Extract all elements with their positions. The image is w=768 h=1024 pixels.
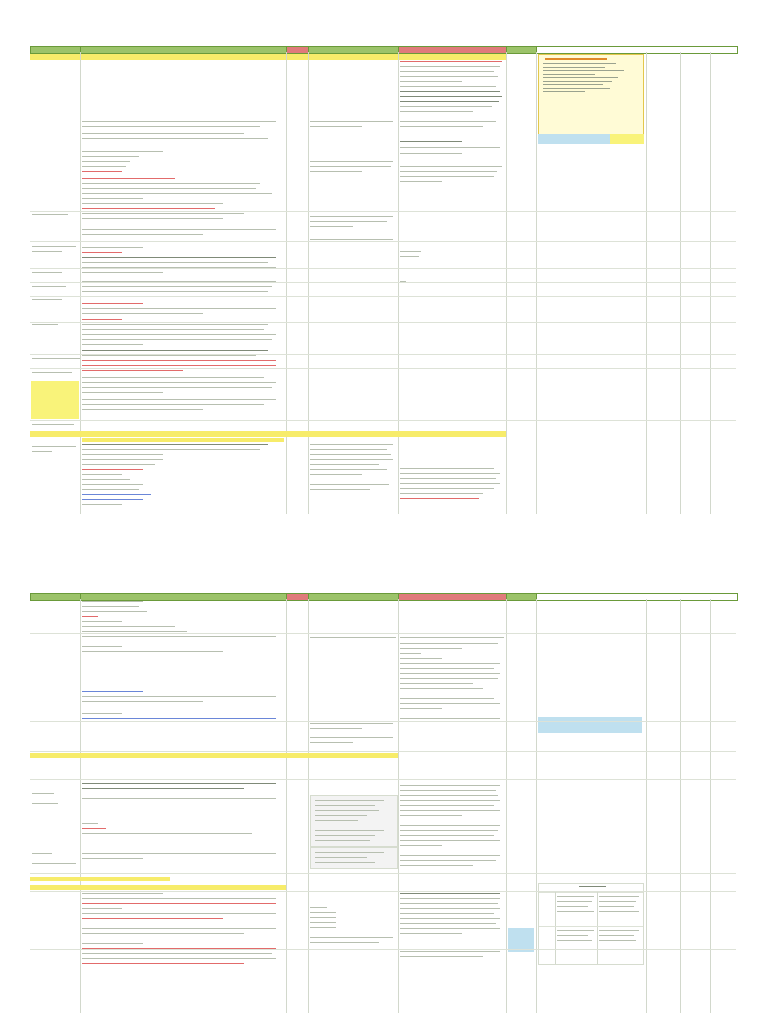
row-label <box>32 214 68 215</box>
embedded-image[interactable] <box>310 847 398 869</box>
section-band-1 <box>30 54 506 60</box>
column-divider <box>536 52 537 514</box>
row-label <box>32 251 62 252</box>
column-header-f[interactable] <box>506 46 538 54</box>
row-label <box>32 803 58 804</box>
column-divider <box>646 599 647 1013</box>
column-divider <box>286 599 287 1013</box>
content-block[interactable] <box>310 723 396 753</box>
overview-note-title <box>545 58 607 60</box>
column-divider <box>536 599 537 1013</box>
row-label <box>32 324 58 325</box>
column-divider <box>398 599 399 1013</box>
column-divider <box>308 599 309 1013</box>
row-label <box>32 372 72 373</box>
row-label <box>32 863 76 864</box>
column-divider <box>80 599 81 1013</box>
column-header-f[interactable] <box>506 593 538 601</box>
link-cell[interactable] <box>538 134 610 144</box>
section-band-4 <box>30 885 286 890</box>
column-header-c[interactable] <box>286 593 310 601</box>
row-label <box>32 272 62 273</box>
column-divider <box>680 599 681 1013</box>
content-block[interactable] <box>82 601 284 721</box>
column-divider <box>80 52 81 514</box>
column-divider <box>286 52 287 514</box>
content-block[interactable] <box>310 907 396 947</box>
content-block[interactable] <box>400 468 504 514</box>
column-divider <box>680 52 681 514</box>
cell-block[interactable] <box>400 61 504 211</box>
column-header-d[interactable] <box>308 46 400 54</box>
column-header-b[interactable] <box>80 46 288 54</box>
section-band-2 <box>30 431 506 437</box>
column-divider <box>710 52 711 514</box>
section-band-3 <box>30 753 398 758</box>
subsection-band <box>30 877 170 881</box>
row-label <box>32 299 62 300</box>
column-divider <box>506 599 507 1013</box>
highlight-cell[interactable] <box>610 134 644 144</box>
column-header-a[interactable] <box>30 46 82 54</box>
row-label <box>32 358 80 359</box>
row-label <box>310 637 396 638</box>
highlight-cell[interactable] <box>31 381 79 419</box>
column-header-e[interactable] <box>398 593 508 601</box>
overview-note[interactable] <box>538 54 644 142</box>
column-header-g[interactable] <box>536 593 738 601</box>
content-block[interactable] <box>82 444 284 514</box>
content-block[interactable] <box>400 893 504 1003</box>
mini-table-title <box>579 886 606 887</box>
row-label <box>32 286 66 287</box>
row-label <box>32 853 52 854</box>
mini-table[interactable] <box>538 883 644 965</box>
content-block[interactable] <box>82 783 284 863</box>
embedded-image[interactable] <box>310 795 398 847</box>
content-block[interactable] <box>400 785 504 875</box>
column-divider <box>506 52 507 514</box>
sheet-page-1 <box>30 46 740 514</box>
content-block[interactable] <box>82 893 284 1003</box>
content-block[interactable] <box>400 251 504 311</box>
subsection-band <box>82 438 284 442</box>
row-label <box>32 246 76 247</box>
column-header-d[interactable] <box>308 593 400 601</box>
column-header-c[interactable] <box>286 46 310 54</box>
column-header-b[interactable] <box>80 593 288 601</box>
link-cell[interactable] <box>538 717 642 733</box>
row-label <box>32 793 54 794</box>
column-divider <box>398 52 399 514</box>
row-label <box>32 451 52 452</box>
content-block[interactable] <box>310 444 396 514</box>
row-label <box>400 637 504 638</box>
content-block[interactable] <box>310 121 396 381</box>
column-divider <box>308 52 309 514</box>
row-label <box>32 424 74 425</box>
column-divider <box>646 52 647 514</box>
column-header-g[interactable] <box>536 46 738 54</box>
column-header-a[interactable] <box>30 593 82 601</box>
sheet-page-2 <box>30 593 740 1013</box>
column-divider <box>710 599 711 1013</box>
column-header-e[interactable] <box>398 46 508 54</box>
row-label <box>32 446 76 447</box>
content-block[interactable] <box>400 643 504 723</box>
